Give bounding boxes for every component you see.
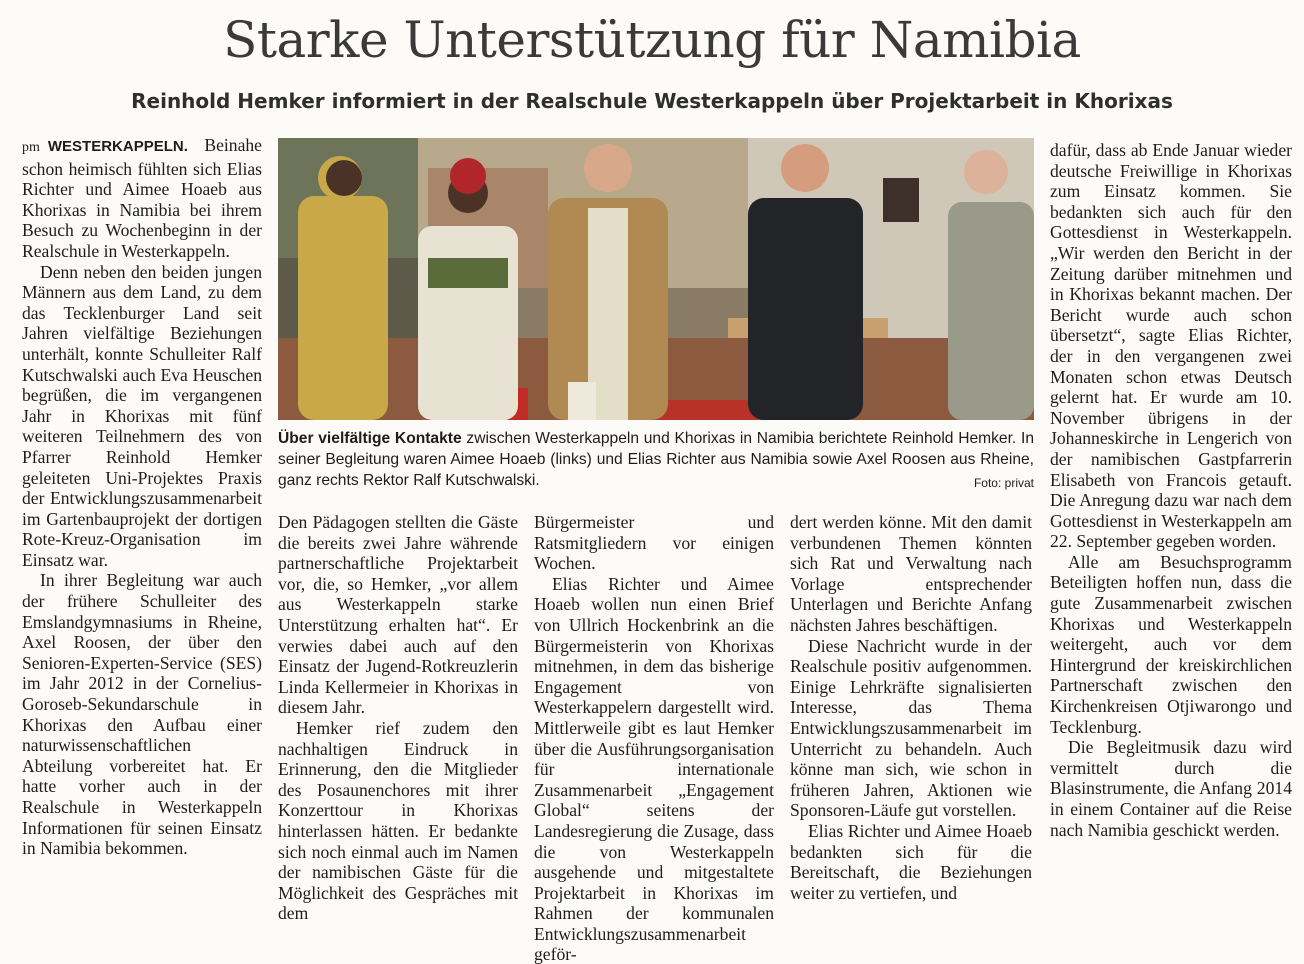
photo-credit: Foto: privat xyxy=(973,476,1034,490)
article-headline: Starke Unterstützung für Namibia xyxy=(223,11,1081,69)
paragraph-text: Beinahe schon heimisch fühlten sich Elias Richter und Aimee Hoaeb aus Khorixas in Namibia bei ihrem Besuch zu Wochenbeginn in der Realschule in Westerkappeln. xyxy=(22,135,262,261)
text-column-5 xyxy=(1050,140,1292,840)
paragraph: Hemker rief zudem den nachhaltigen Eindruck in Erinnerung, den die Mitglieder des Posaunenchores mit ihrer Konzerttour in Khorixas hinterlassen hätten. Er bedankte sich noch einmal auch im Namen der namibischen Gäste für die Möglichkeit des Gespräches mit dem xyxy=(278,717,518,924)
dateline: WESTERKAPPELN. xyxy=(47,138,188,155)
article-photo xyxy=(278,138,1034,420)
caption-lead: Über vielfältige Kontakte xyxy=(278,430,462,447)
paragraph: dert werden könne. Mit den damit verbundenen Themen könnten sich Rat und Verwaltung nach Vorlage entsprechender Unterlagen und Berichte Anfang nächsten Jahres beschäftigen. xyxy=(790,512,1032,635)
author-initials: pm xyxy=(22,140,40,155)
caption-text: zwischen Westerkappeln und Khorixas in Namibia berichtete Reinhold Hemker. In seiner Begleitung waren Aimee Hoaeb (links) und Elias Richter aus Namibia sowie Axel Roosen aus Rheine, ganz rechts Rektor Ralf Kutschwalski. xyxy=(278,430,1034,489)
paragraph: Den Pädagogen stellten die Gäste die bereits zwei Jahre währende partnerschaftliche Projektarbeit vor, die, so Hemker, „vor allem aus Westerkappeln starke Unterstützung erhalten hat“. Er verwies dabei auch auf den Einsatz der Jugend-Rotkreuzlerin Linda Kellermeier in Khorixas in diesem Jahr. xyxy=(278,512,518,718)
paragraph: Alle am Besuchsprogramm Beteiligten hoffen nun, dass die gute Zusammenarbeit zwischen Khorixas und Westerkappeln weitergeht, auch vor dem Hintergrund der kreiskirchlichen Partnerschaft zwischen den Kirchenkreisen Otjiwarongo und Tecklenburg. xyxy=(1050,551,1292,737)
paragraph: Denn neben den beiden jungen Männern aus dem Land, zu dem das Tecklenburger Land seit Jahren vielfältige Beziehungen unterhält, konnte Schulleiter Ralf Kutschwalski auch Eva Heuschen begrüßen, die im vergangenen Jahr in Khorixas mit fünf weiteren Teilnehmern des von Pfarrer Reinhold Hemker geleiteten Uni-Projektes Praxis der Entwicklungszusammenarbeit im Gartenbauprojekt der dortigen Rote-Kreuz-Organisation im Einsatz war. xyxy=(22,261,262,570)
paragraph: Elias Richter und Aimee Hoaeb wollen nun einen Brief von Ullrich Hockenbrink an die Bürgermeisterin von Khorixas mitnehmen, in dem das bisherige Engagement von Westerkappelern dargestellt wird. Mittlerweile gibt es laut Hemker über die Ausführungsorganisation für internationale Zusammenarbeit „Engagement Global“ seitens der Landesregierung die Zusage, dass die von Westerkappeln ausgehende und mitgestaltete Projektarbeit in Khorixas im Rahmen der kommunalen Entwicklungszusammenarbeit geför- xyxy=(534,573,774,964)
lead-paragraph xyxy=(22,135,262,262)
paragraph: dafür, dass ab Ende Januar wieder deutsche Freiwillige in Khorixas zum Einsatz kommen. Sie bedankten sich auch für den Gottesdienst in Westerkappeln. „Wir werden den Bericht in der Zeitung darüber mitnehmen und in Khorixas bekannt machen. Der Bericht wurde auch schon übersetzt“, sagte Elias Richter, der in den vergangenen zwei Monaten schon etwas Deutsch gelernt hat. Er wurde am 10. November übrigens in der Johanneskirche in Lengerich von der namibischen Gastpfarrerin Elisabeth von Francois getauft. Die Anregung dazu war nach dem Gottesdienst in Westerkappeln am 22. September gegeben worden. xyxy=(1050,140,1292,552)
paragraph: In ihrer Begleitung war auch der frühere Schulleiter des Emslandgymnasiums in Rheine, Axel Roosen, der über den Senioren-Experten-Service (SES) im Jahr 2012 in der Cornelius-Goroseb-Sekundarschule in Khorixas den Aufbau einer naturwissenschaftlichen Abteilung vorbereitet hat. Er hatte vorher auch in der Realschule in Westerkappeln Informationen für seinen Einsatz in Namibia bekommen. xyxy=(22,570,262,859)
paragraph: Elias Richter und Aimee Hoaeb bedankten sich für die Bereitschaft, die Beziehungen weiter zu vertiefen, und xyxy=(790,820,1032,903)
text-column-2 xyxy=(278,512,518,924)
photo-caption xyxy=(278,428,1034,494)
text-column-1 xyxy=(22,135,262,859)
article-subheadline: Reinhold Hemker informiert in der Realschule Westerkappeln über Projektarbeit in Khorixas xyxy=(131,89,1173,113)
text-column-4 xyxy=(790,512,1032,903)
paragraph: Die Begleitmusik dazu wird vermittelt durch die Blasinstrumente, die Anfang 2014 in einem Container auf die Reise nach Namibia geschickt werden. xyxy=(1050,737,1292,840)
text-column-3 xyxy=(534,512,774,964)
paragraph: Bürgermeister und Ratsmitgliedern vor einigen Wochen. xyxy=(534,512,774,574)
paragraph: Diese Nachricht wurde in der Realschule positiv aufgenommen. Einige Lehrkräfte signalisierten Interesse, das Thema Entwicklungszusammenarbeit im Unterricht zu behandeln. Auch könne man sich, wie schon in früheren Jahren, Aktionen wie Sponsoren-Läufe gut vorstellen. xyxy=(790,635,1032,821)
